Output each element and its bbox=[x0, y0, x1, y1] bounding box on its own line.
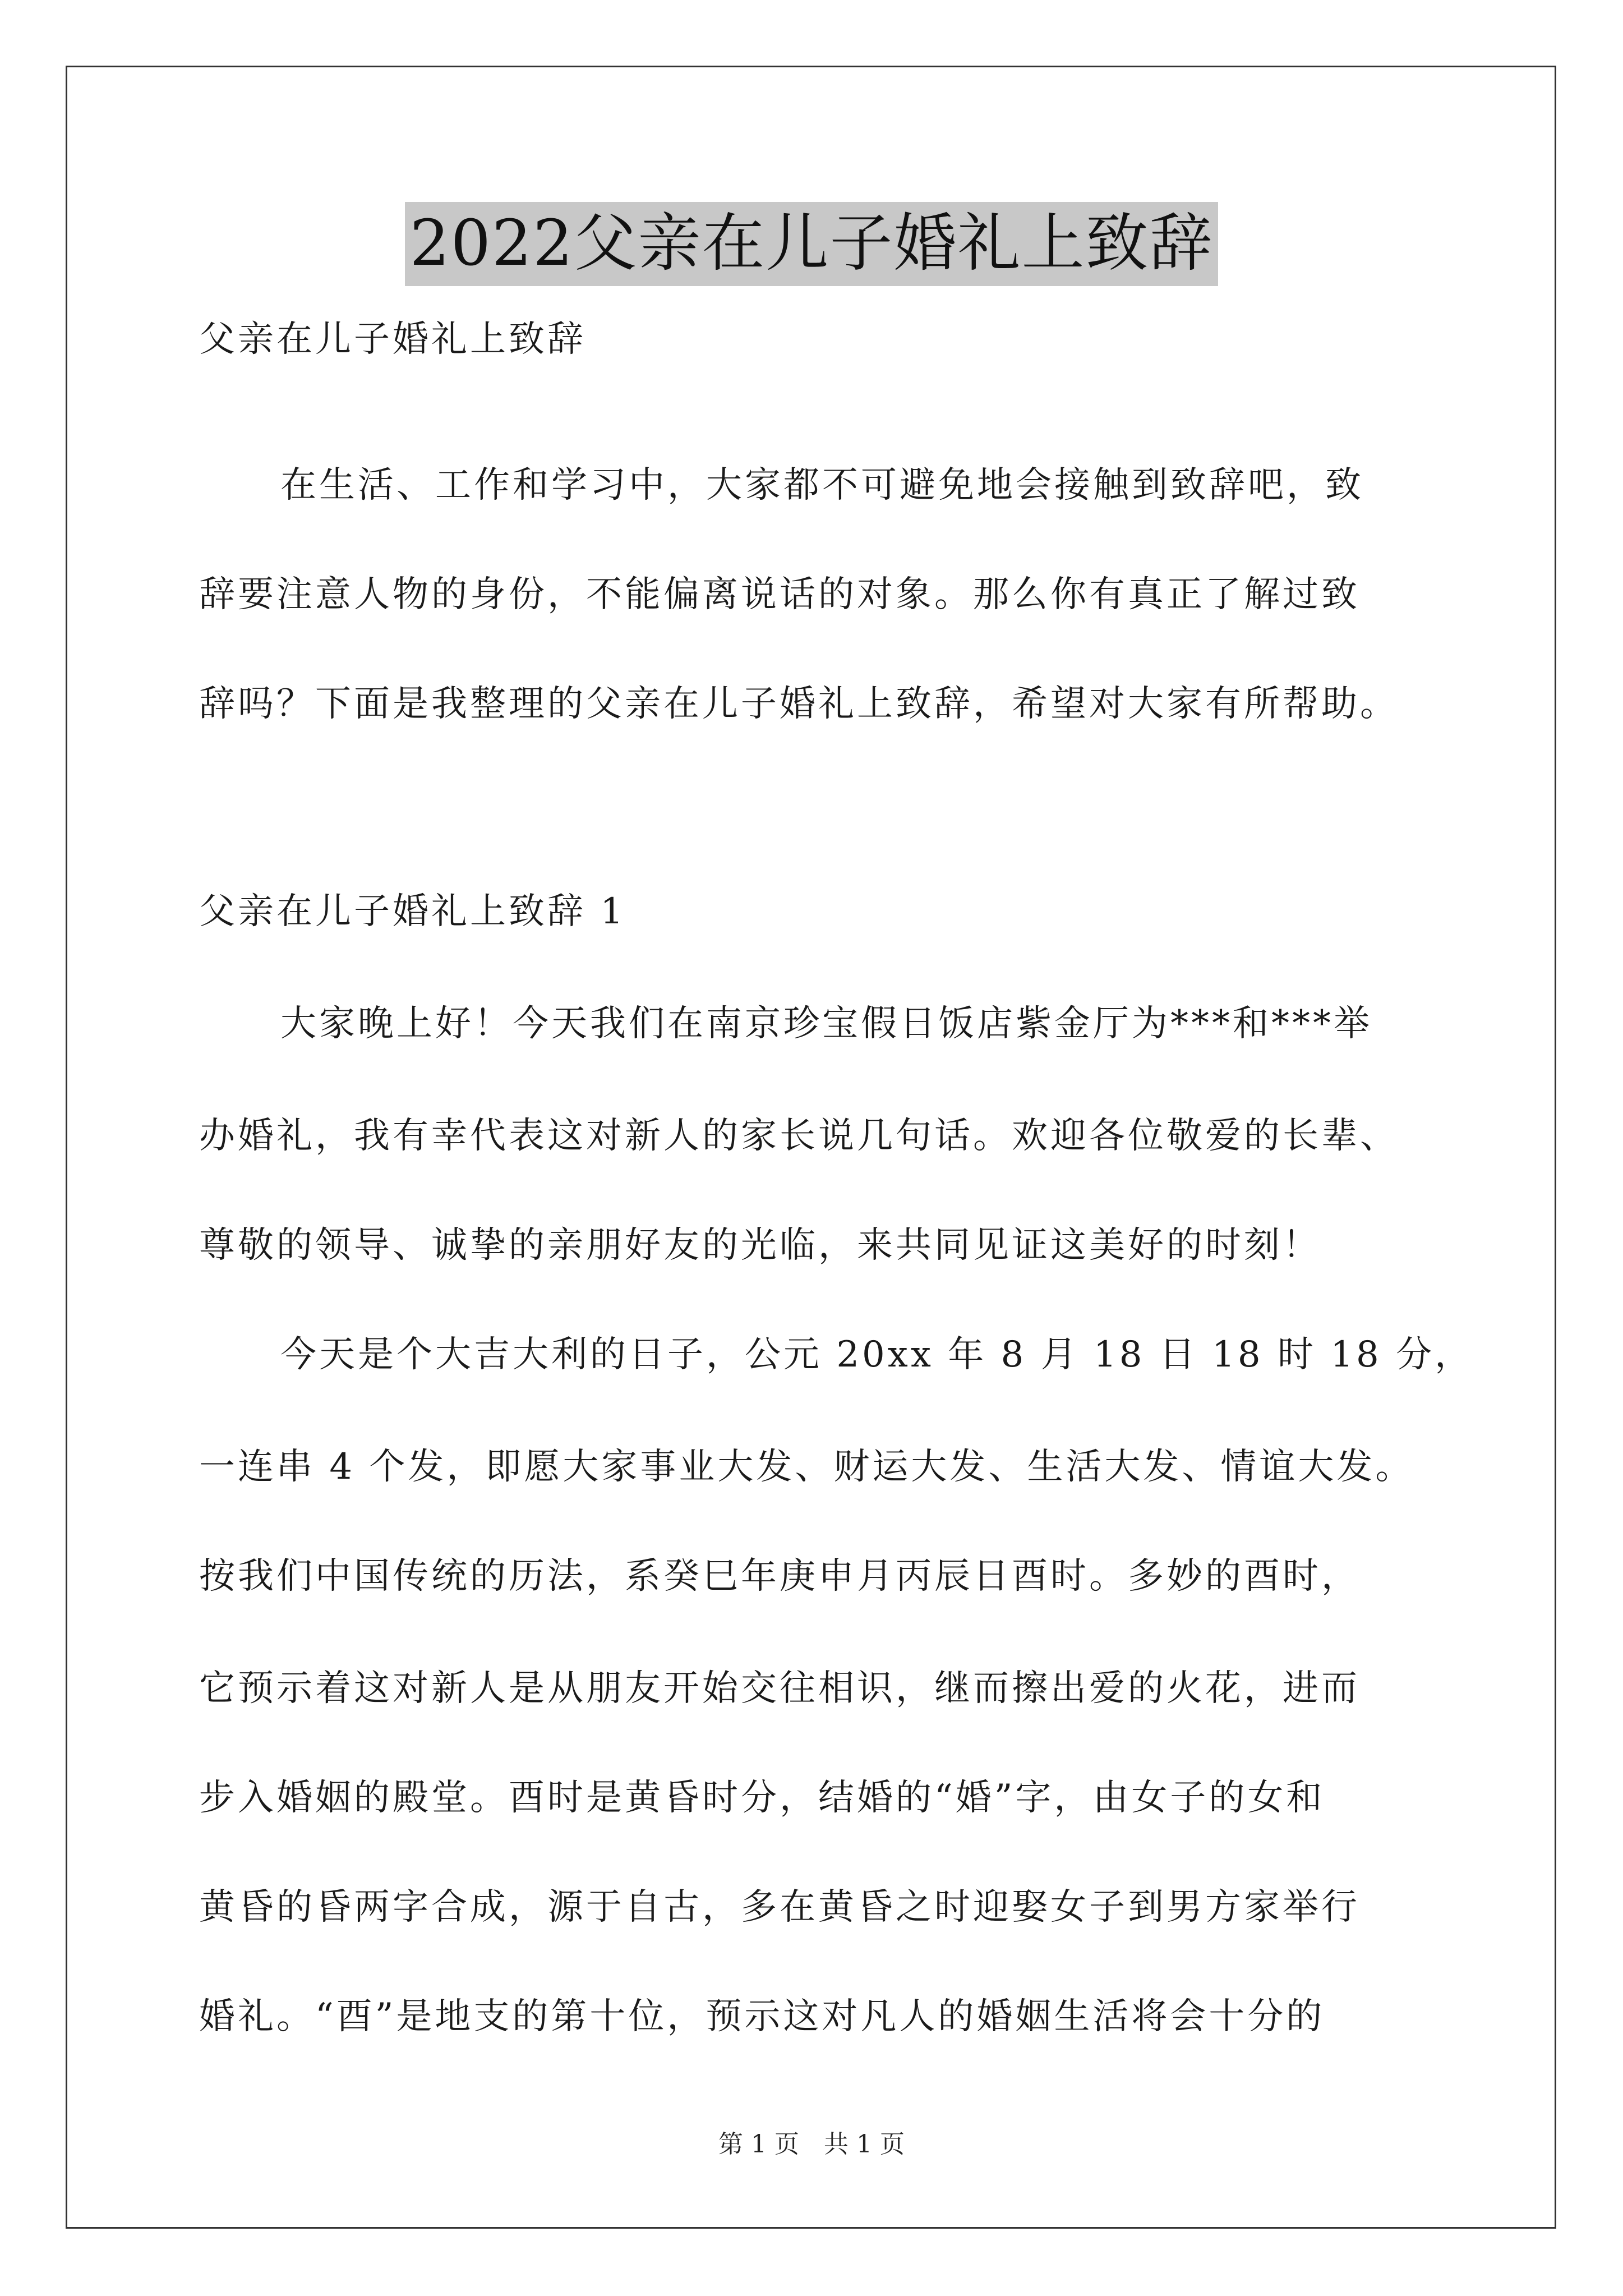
title-container bbox=[0, 202, 1623, 286]
intro-line-3: 辞吗？下面是我整理的父亲在儿子婚礼上致辞，希望对大家有所帮助。 bbox=[199, 683, 1399, 725]
intro-line-1: 在生活、工作和学习中，大家都不可避免地会接触到致辞吧，致 bbox=[280, 464, 1364, 506]
page-footer: 第 1 页 共 1 页 bbox=[718, 2130, 905, 2159]
para1-line-1: 大家晚上好！今天我们在南京珍宝假日饭店紫金厅为***和***举 bbox=[280, 1003, 1372, 1045]
para2-line-1: 今天是个大吉大利的日子，公元 20xx 年 8 月 18 日 18 时 18 分， bbox=[280, 1334, 1474, 1375]
para2-line-3: 按我们中国传统的历法，系癸巳年庚申月丙辰日酉时。多妙的酉时， bbox=[199, 1556, 1360, 1597]
intro-line-2: 辞要注意人物的身份，不能偏离说话的对象。那么你有真正了解过致 bbox=[199, 574, 1360, 615]
para2-line-2: 一连串 4 个发，即愿大家事业大发、财运大发、生活大发、情谊大发。 bbox=[199, 1446, 1414, 1488]
para1-line-3: 尊敬的领导、诚挚的亲朋好友的光临，来共同见证这美好的时刻！ bbox=[199, 1225, 1321, 1266]
section-heading: 父亲在儿子婚礼上致辞 1 bbox=[199, 891, 626, 932]
para2-line-7: 婚礼。“酉”是地支的第十位，预示这对凡人的婚姻生活将会十分的 bbox=[199, 1996, 1325, 2037]
document-title: 2022父亲在儿子婚礼上致辞 bbox=[405, 202, 1218, 286]
para2-line-4: 它预示着这对新人是从朋友开始交往相识，继而擦出爱的火花，进而 bbox=[199, 1668, 1360, 1709]
para2-line-5: 步入婚姻的殿堂。酉时是黄昏时分，结婚的“婚”字，由女子的女和 bbox=[199, 1777, 1325, 1819]
para1-line-2: 办婚礼，我有幸代表这对新人的家长说几句话。欢迎各位敬爱的长辈、 bbox=[199, 1115, 1399, 1157]
subtitle: 父亲在儿子婚礼上致辞 bbox=[199, 319, 586, 360]
para2-line-6: 黄昏的昏两字合成，源于自古，多在黄昏之时迎娶女子到男方家举行 bbox=[199, 1887, 1360, 1928]
